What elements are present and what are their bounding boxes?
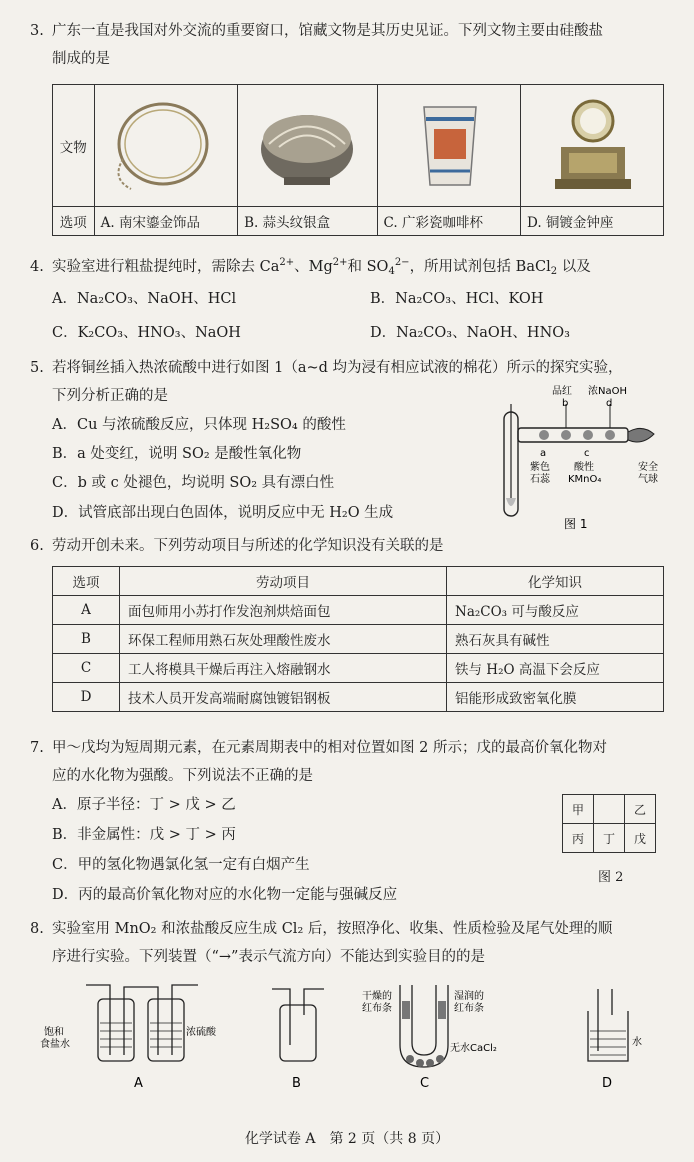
fig1-label-d: d — [606, 398, 613, 409]
q6-header-labor: 劳动项目 — [120, 567, 447, 596]
coffee-cup-image — [384, 89, 514, 199]
q4-sup-ca: 2+ — [279, 257, 295, 268]
q4-text-a: 实验室进行粗盐提纯时，需除去 Ca — [52, 259, 280, 275]
table-cell: 环保工程师用熟石灰处理酸性废水 — [120, 625, 447, 654]
q7-stem — [30, 735, 607, 761]
apparatus-b — [272, 989, 324, 1091]
apparatus-d — [588, 989, 642, 1091]
q4-option-d: D．Na₂CO₃、NaOH、HNO₃ — [370, 325, 570, 341]
caption-d: D — [602, 1076, 613, 1091]
table-cell: 铁与 H₂O 高温下会反应 — [447, 654, 664, 683]
q4-text-c: 和 SO — [347, 259, 389, 275]
q3-option-header: 选项 — [53, 207, 95, 236]
fig1-label-a1: 紫色 — [530, 462, 550, 473]
table-cell: 铝能形成致密氧化膜 — [447, 683, 664, 712]
q4-sup-so: 2− — [394, 257, 410, 268]
q3-option-c: C. 广彩瓷咖啡杯 — [377, 207, 520, 236]
table-row — [53, 654, 664, 683]
q5-option-c: C．b 或 c 处褪色，均说明 SO₂ 具有漂白性 — [52, 475, 335, 491]
grid-cell-yi: 乙 — [625, 795, 656, 824]
q4-sup-mg: 2+ — [332, 257, 348, 268]
table-cell: A — [53, 596, 120, 625]
q4-option-b: B．Na₂CO₃、HCl、KOH — [370, 291, 544, 307]
q3-option-b: B. 蒜头纹银盒 — [238, 207, 377, 236]
q4-stem — [30, 254, 591, 280]
table-cell: C — [53, 654, 120, 683]
q4-option-c: C．K₂CO₃、HNO₃、NaOH — [52, 325, 241, 341]
q7-stem-line1: 甲～戊均为短周期元素，在元素周期表中的相对位置如图 2 所示；戊的最高价氧化物对 — [52, 740, 607, 756]
label-water: 水 — [632, 1037, 642, 1048]
q8-number: 8. — [30, 921, 44, 937]
label-wet: 湿润的 — [454, 991, 484, 1002]
label-brine: 食盐水 — [40, 1039, 70, 1050]
table-row — [53, 625, 664, 654]
q3-stem — [30, 18, 603, 44]
table-cell: 工人将模具干燥后再注入熔融钢水 — [120, 654, 447, 683]
q3-number: 3. — [30, 23, 44, 39]
q7-option-b: B．非金属性：戊 > 丁 > 丙 — [52, 827, 236, 843]
q7-stem-line2: 应的水化物为强酸。下列说法不正确的是 — [52, 768, 313, 784]
q5-option-d: D．试管底部出现白色固体，说明反应中无 H₂O 生成 — [52, 505, 394, 521]
q6-stem — [30, 533, 444, 559]
q5-stem — [30, 355, 623, 381]
q4-sub-ba: 2 — [550, 266, 558, 277]
table-row — [53, 683, 664, 712]
q3-option-d: D. 铜镀金钟座 — [521, 207, 664, 236]
caption-b: B — [292, 1076, 301, 1091]
q3-artifact-header: 文物 — [53, 85, 95, 207]
table-cell: 技术人员开发高端耐腐蚀镀铝钢板 — [120, 683, 447, 712]
q4-sub-so: 4 — [388, 266, 395, 277]
q3-stem-line2: 制成的是 — [52, 51, 110, 67]
q7-option-c: C．甲的氢化物遇氯化氢一定有白烟产生 — [52, 857, 310, 873]
grid-cell-bing: 丙 — [563, 824, 594, 853]
q6-number: 6. — [30, 538, 44, 554]
fig1-label-c1: 酸性 — [574, 462, 594, 473]
q6-header-knowledge: 化学知识 — [447, 567, 664, 596]
q4-text-b: 、Mg — [294, 259, 333, 275]
caption-a: A — [134, 1076, 143, 1091]
label-dry: 干燥的 — [362, 991, 392, 1002]
q8-stem — [30, 916, 612, 942]
table-cell: B — [53, 625, 120, 654]
q6-stem-text: 劳动开创未来。下列劳动项目与所述的化学知识没有关联的是 — [52, 538, 444, 554]
fig1-caption: 图 1 — [564, 517, 588, 531]
table-cell: Na₂CO₃ 可与酸反应 — [447, 596, 664, 625]
fig1-label-pinhong: 品红 — [552, 386, 572, 397]
table-cell: 面包师用小苏打作发泡剂烘焙面包 — [120, 596, 447, 625]
q5-stem-line2: 下列分析正确的是 — [52, 388, 168, 404]
label-red-cloth-wet: 红布条 — [454, 1003, 484, 1014]
q8-apparatus — [40, 975, 670, 1095]
q6-header-option: 选项 — [53, 567, 120, 596]
label-conc-sulfuric: 浓硫酸 — [186, 1027, 216, 1038]
fig1-label-a2: 石蕊 — [530, 474, 550, 485]
grid-cell-wu: 戊 — [625, 824, 656, 853]
page-footer: 化学试卷 A 第 2 页（共 8 页） — [244, 1131, 450, 1147]
q8-stem-line1: 实验室用 MnO₂ 和浓盐酸反应生成 Cl₂ 后，按照净化、收集、性质检验及尾气处理的顺 — [52, 921, 613, 937]
q5-stem-line1: 若将铜丝插入热浓硫酸中进行如图 1（a~d 均为浸有相应试液的棉花）所示的探究实验， — [52, 360, 623, 376]
q7-option-d: D．丙的最高价氧化物对应的水化物一定能与强碱反应 — [52, 887, 398, 903]
q4-option-a: A．Na₂CO₃、NaOH、HCl — [52, 291, 237, 307]
q4-text-e: 以及 — [557, 259, 591, 275]
table-row — [53, 596, 664, 625]
clock-stand-image — [527, 89, 657, 199]
fig1-label-a: a — [540, 448, 547, 459]
label-saturated: 饱和 — [44, 1027, 64, 1038]
fig1-label-b: b — [562, 398, 569, 409]
q3-image-d — [521, 85, 664, 207]
figure-1-apparatus — [492, 384, 672, 534]
fig2-caption: 图 2 — [598, 870, 624, 885]
q3-image-a — [94, 85, 237, 207]
q5-option-b: B．a 处变红，说明 SO₂ 是酸性氧化物 — [52, 446, 302, 462]
grid-cell-jia: 甲 — [563, 795, 594, 824]
q4-text-d: ，所用试剂包括 BaCl — [409, 259, 551, 275]
apparatus-a — [40, 985, 217, 1091]
fig1-label-naoh: 浓NaOH — [588, 386, 627, 397]
grid-cell-empty — [594, 795, 625, 824]
q3-stem-line1: 广东一直是我国对外交流的重要窗口，馆藏文物是其历史见证。下列文物主要由硅酸盐 — [52, 23, 603, 39]
caption-c: C — [420, 1076, 430, 1091]
necklace-image — [101, 89, 231, 199]
apparatus-c — [362, 985, 497, 1091]
q7-option-a: A．原子半径：丁 > 戊 > 乙 — [52, 797, 236, 813]
q7-number: 7. — [30, 740, 44, 756]
q3-option-a: A. 南宋鎏金饰品 — [94, 207, 237, 236]
q5-option-a: A．Cu 与浓硫酸反应，只体现 H₂SO₄ 的酸性 — [52, 417, 346, 433]
q3-image-c — [377, 85, 520, 207]
figure-1 — [492, 384, 672, 534]
fig1-label-c: c — [584, 448, 590, 459]
fig1-label-c2: KMnO₄ — [568, 474, 602, 485]
silver-box-image — [244, 89, 370, 199]
table-cell: 熟石灰具有碱性 — [447, 625, 664, 654]
label-cacl2: 无水CaCl₂ — [450, 1043, 497, 1054]
q3-image-b — [238, 85, 377, 207]
fig1-label-s2: 气球 — [638, 474, 658, 485]
grid-cell-ding: 丁 — [594, 824, 625, 853]
fig1-label-s1: 安全 — [638, 462, 658, 473]
q5-number: 5. — [30, 360, 44, 376]
label-red-cloth-dry: 红布条 — [362, 1003, 392, 1014]
q3-table — [52, 84, 664, 236]
q4-number: 4. — [30, 259, 44, 275]
q8-stem-line2: 序进行实验。下列装置（“→”表示气流方向）不能达到实验目的的是 — [52, 949, 485, 965]
table-cell: D — [53, 683, 120, 712]
figure-2-grid — [562, 794, 656, 853]
q8-apparatus-drawing — [40, 975, 670, 1095]
q6-table — [52, 566, 664, 712]
